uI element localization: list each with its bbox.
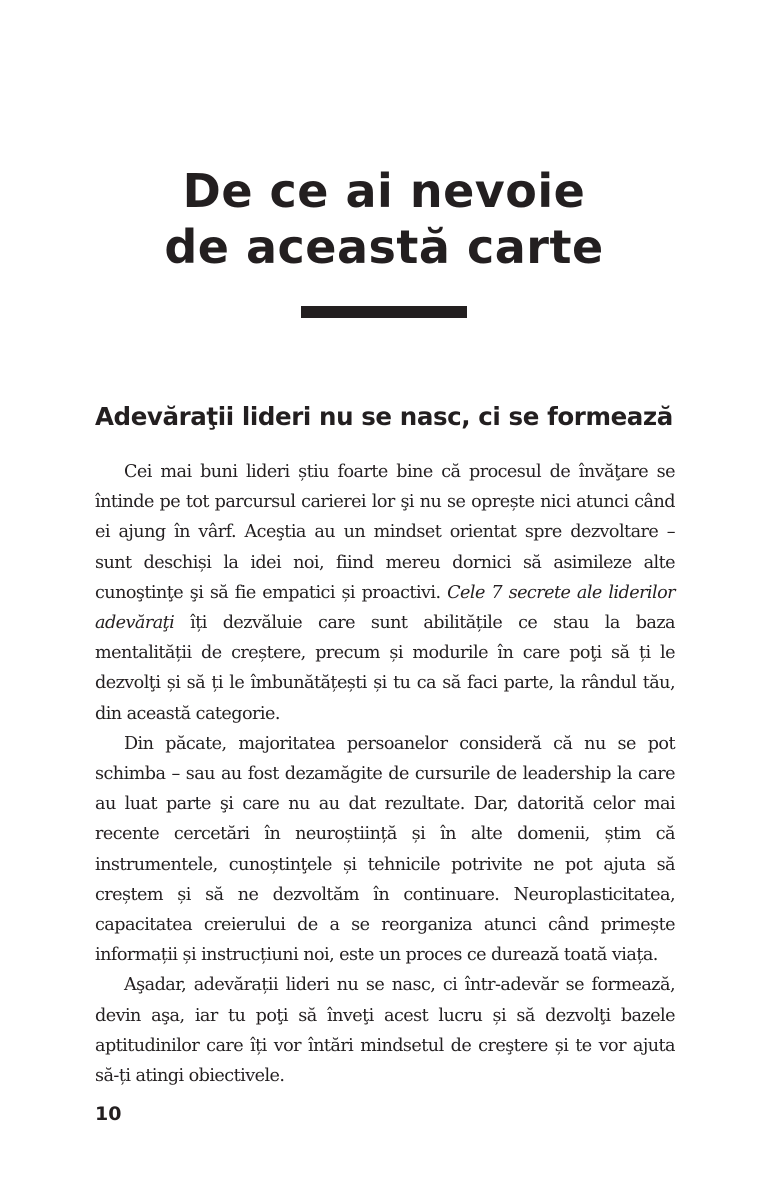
page-number: 10: [95, 1103, 122, 1125]
chapter-title-line-2: de această carte: [164, 220, 604, 274]
section-heading: Adevăraţii lideri nu se nasc, ci se formează: [95, 402, 673, 431]
paragraph-2: Din păcate, majoritatea persoanelor consideră că nu se pot schimba – sau au fost dezamăgite de cursurile de leadership la care au luat parte şi care nu au dat rezultate. Dar, datorită celor mai recente cercetări în neuroștiință și în alte domenii, știm că instrumentele, cunoștinţele și tehnicile potrivite ne pot ajuta să creștem și să ne dezvoltăm în continuare. Neuroplasticitatea, capacitatea creierului de a se reorganiza atunci când primește informații și instrucțiuni noi, este un proces ce durează toată viața.: [95, 733, 675, 966]
title-underline-bar: [301, 306, 467, 318]
paragraph-1-text-start: Cei mai buni lideri știu foarte bine că procesul de învăţare se întinde pe tot parcursul carierei lor şi nu se oprește nici atunci când ei ajung în vârf. Aceştia au un mindset orientat spre dezvoltare – sunt deschiși la idei noi, fiind mereu dornici să asimileze alte cunoştinţe şi să fie empatici și proactivi.: [95, 462, 675, 603]
paragraph-1-text-end: îți dezvăluie care sunt abilitățile ce stau la baza mentalității de creștere, precum și modurile în care poţi să ți le dezvolţi și să ți le îmbunătățești și tu ca să faci parte, la rândul tău, din această categorie.: [95, 613, 675, 724]
book-title-italic: Cele 7 secrete ale liderilor adevăraţi: [95, 582, 675, 634]
chapter-title: [0, 163, 768, 275]
paragraph-3: Aşadar, adevărații lideri nu se nasc, ci într-adevăr se formează, devin aşa, iar tu poţi să înveţi acest lucru și să dezvolţi bazele aptitudinilor care îți vor întări mindsetul de creştere și te vor ajuta să-ți atingi obiectivele.: [95, 975, 675, 1087]
chapter-title-line-1: De ce ai nevoie: [182, 164, 586, 218]
body-text: [95, 457, 675, 1091]
paragraph-1: [95, 457, 675, 729]
